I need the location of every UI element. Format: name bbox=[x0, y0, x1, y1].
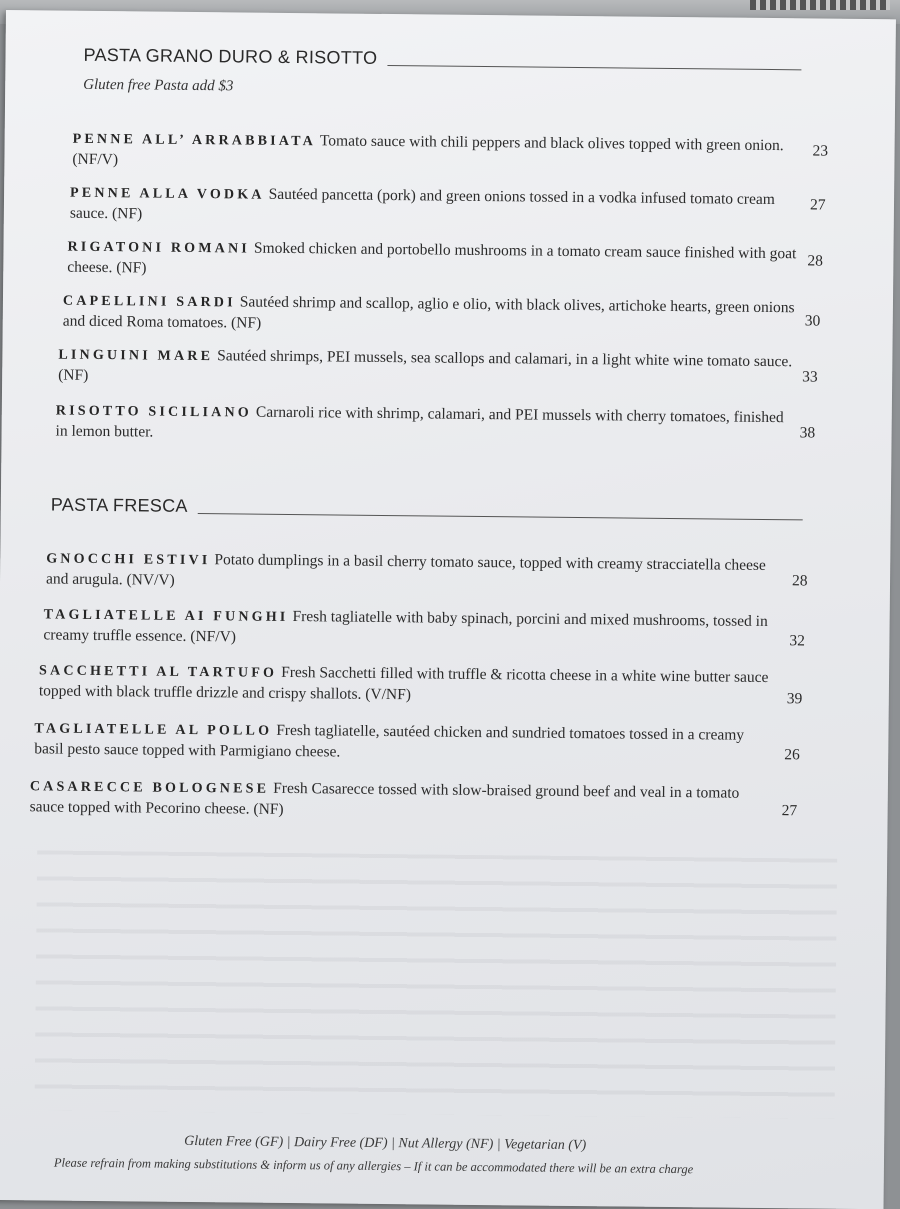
section-title-pasta-fresca bbox=[51, 494, 803, 523]
menu-item bbox=[70, 183, 810, 232]
item-description: Fresh tagliatelle, sautéed chicken and sundried tomatoes tossed in a creamy basil pesto sauce topped with Parmigiano cheese. bbox=[34, 721, 745, 761]
item-description: Fresh Casarecce tossed with slow-braised ground beef and veal in a tomato sauce topped with Pecorino cheese. (NF) bbox=[29, 779, 740, 818]
menu-item bbox=[58, 345, 798, 394]
menu-item bbox=[43, 604, 783, 653]
bleed-through-texture bbox=[34, 850, 837, 1118]
item-name: LINGUINI MARE bbox=[58, 347, 214, 365]
item-description: Potato dumplings in a basil cherry tomato sauce, topped with creamy stracciatella cheese and arugula. (NV/V) bbox=[45, 551, 766, 589]
item-name: PENNE ALL’ ARRABBIATA bbox=[72, 131, 316, 150]
section-title-pasta-grano-duro bbox=[83, 45, 801, 74]
item-name: RISOTTO SICILIANO bbox=[55, 403, 253, 421]
item-name: CASARECCE BOLOGNESE bbox=[29, 779, 270, 797]
item-name: RIGATONI ROMANI bbox=[67, 239, 251, 257]
item-price: 38 bbox=[799, 424, 816, 442]
section-title-text: PASTA GRANO DURO & RISOTTO bbox=[83, 44, 378, 68]
menu-item bbox=[30, 776, 770, 825]
binding-edge bbox=[750, 0, 890, 10]
item-name: SACCHETTI AL TARTUFO bbox=[39, 663, 278, 681]
item-price: 28 bbox=[791, 572, 808, 590]
item-price: 32 bbox=[789, 632, 806, 650]
item-price: 27 bbox=[781, 802, 798, 820]
menu-item bbox=[46, 548, 786, 597]
item-description: Fresh Sacchetti filled with truffle & ricotta cheese in a white wine butter sauce topped with black truffle drizzle and crispy shallots. (V/NF) bbox=[38, 663, 769, 704]
item-name: CAPELLINI SARDI bbox=[62, 293, 236, 311]
gluten-free-note: Gluten free Pasta add $3 bbox=[83, 76, 234, 95]
section-rule bbox=[198, 513, 803, 520]
item-description: Sautéed shrimps, PEI mussels, sea scallops and calamari, in a light white wine tomato sauce. (NF) bbox=[58, 347, 793, 384]
item-name: TAGLIATELLE AI FUNGHI bbox=[43, 607, 289, 625]
item-name: PENNE ALLA VODKA bbox=[70, 185, 265, 203]
menu-item bbox=[55, 401, 795, 450]
menu-item bbox=[63, 291, 803, 340]
item-price: 27 bbox=[809, 196, 826, 214]
menu-item bbox=[34, 718, 774, 767]
item-price: 30 bbox=[804, 312, 821, 330]
item-name: GNOCCHI ESTIVI bbox=[46, 551, 211, 569]
item-price: 39 bbox=[786, 690, 803, 708]
item-description: Carnaroli rice with shrimp, calamari, and PEI mussels with cherry tomatoes, finished in lemon butter. bbox=[55, 403, 784, 441]
item-description: Sautéed shrimp and scallop, aglio e olio, with black olives, artichoke hearts, green onions and diced Roma tomatoes. (NF) bbox=[62, 293, 795, 332]
item-description: Tomato sauce with chili peppers and black olives topped with green onion. (NF/V) bbox=[72, 132, 784, 169]
menu-item bbox=[39, 660, 779, 709]
menu-page bbox=[0, 10, 896, 1209]
menu-item bbox=[72, 129, 812, 178]
item-name: TAGLIATELLE AL POLLO bbox=[34, 721, 273, 739]
item-price: 33 bbox=[802, 368, 818, 386]
substitution-disclaimer: Please refrain from making substitutions & inform us of any allergies – If it can be accommodated there will be an extra charge bbox=[53, 1155, 694, 1177]
item-description: Sautéed pancetta (pork) and green onions tossed in a vodka infused tomato cream sauce. (NF) bbox=[69, 185, 775, 223]
section-rule bbox=[387, 65, 801, 70]
item-price: 28 bbox=[807, 252, 824, 270]
item-description: Smoked chicken and portobello mushrooms in a tomato cream sauce finished with goat cheese. (NF) bbox=[67, 239, 797, 277]
item-price: 26 bbox=[784, 746, 800, 764]
dietary-legend: Gluten Free (GF) | Dairy Free (DF) | Nut Allergy (NF) | Vegetarian (V) bbox=[184, 1133, 587, 1154]
item-description: Fresh tagliatelle with baby spinach, porcini and mixed mushrooms, tossed in creamy truffle essence. (NF/V) bbox=[43, 608, 768, 646]
section-title-text: PASTA FRESCA bbox=[50, 494, 188, 516]
item-price: 23 bbox=[812, 142, 829, 160]
menu-item bbox=[67, 237, 807, 286]
